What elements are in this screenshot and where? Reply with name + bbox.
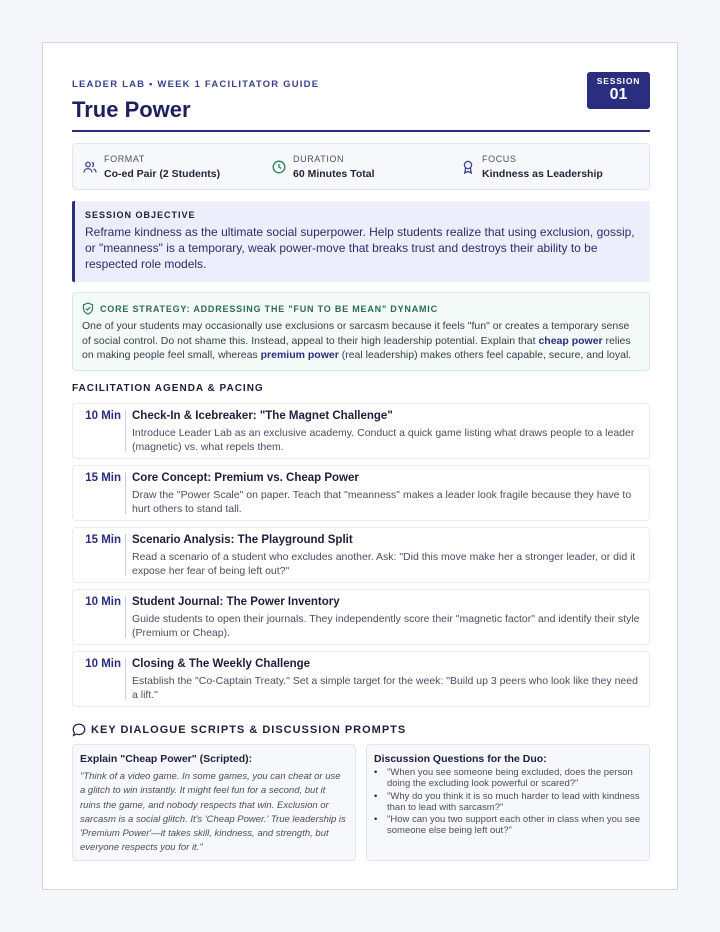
agenda-item [72, 527, 650, 583]
agenda-time: 15 Min [85, 534, 121, 546]
title-divider [72, 130, 650, 132]
strategy-label: CORE STRATEGY: ADDRESSING THE "FUN TO BE MEAN" DYNAMIC [100, 303, 438, 314]
questions-list [374, 767, 642, 837]
meta-format-label: FORMAT [104, 154, 145, 164]
script-box [72, 744, 356, 861]
agenda-time: 10 Min [85, 658, 121, 670]
agenda-time: 10 Min [85, 596, 121, 608]
objective-label: SESSION OBJECTIVE [85, 210, 196, 220]
agenda-time: 10 Min [85, 410, 121, 422]
agenda-title: Student Journal: The Power Inventory [132, 596, 340, 608]
agenda-divider [125, 658, 126, 700]
dialogue-heading-text: KEY DIALOGUE SCRIPTS & DISCUSSION PROMPTS [91, 724, 407, 736]
agenda-divider [125, 596, 126, 638]
agenda-item [72, 403, 650, 459]
clock-icon [272, 160, 286, 174]
meta-duration-label: DURATION [293, 154, 345, 164]
agenda-item [72, 651, 650, 707]
shield-check-icon [82, 302, 94, 315]
questions-box [366, 744, 650, 861]
award-icon [461, 160, 475, 174]
agenda-divider [125, 534, 126, 576]
session-number: 01 [609, 86, 628, 103]
page-title: True Power [72, 97, 191, 122]
agenda-time: 15 Min [85, 472, 121, 484]
page-eyebrow: LEADER LAB • WEEK 1 FACILITATOR GUIDE [72, 79, 320, 90]
guide-page [42, 42, 678, 890]
list-item: • "How can you two support each other in class when you see someone else being left out?" [374, 814, 642, 837]
agenda-title: Check-In & Icebreaker: "The Magnet Challenge" [132, 410, 393, 422]
strategy-text-part: relies on making people feel small, whereas [82, 334, 631, 361]
strategy-text-part: (real leadership) makes others feel capable, secure, and loyal. [338, 349, 632, 361]
agenda-description: Draw the "Power Scale" on paper. Teach that "meanness" makes a leader look fragile because they have to hurt others to stand tall. [132, 489, 632, 515]
agenda-list [72, 403, 650, 713]
session-meta [72, 143, 650, 190]
agenda-heading: FACILITATION AGENDA & PACING [72, 383, 264, 394]
cheap-power-highlight: cheap power [538, 334, 603, 347]
objective-text: Reframe kindness as the ultimate social superpower. Help students realize that using exclusion, gossip, or "meanness" is a temporary, weak power-move that breaks trust and destroys their ability to be respected role models. [85, 225, 635, 271]
questions-title: Discussion Questions for the Duo: [374, 753, 547, 765]
agenda-title: Closing & The Weekly Challenge [132, 658, 311, 670]
strategy-text-part: One of your students may occasionally use exclusions or sarcasm because it feels "fun" or creates a temporary sense of social control. Do not shame this. Instead, appeal to their high leadership potential. Explain that [82, 320, 630, 347]
agenda-item [72, 465, 650, 521]
premium-power-highlight: premium power [260, 349, 339, 361]
meta-focus-value: Kindness as Leadership [482, 168, 603, 180]
agenda-title: Scenario Analysis: The Playground Split [132, 534, 353, 546]
chat-bubble-icon [72, 723, 86, 737]
core-strategy [72, 292, 650, 371]
meta-format-value: Co-ed Pair (2 Students) [104, 168, 221, 180]
strategy-text [82, 319, 640, 363]
agenda-item [72, 589, 650, 645]
meta-duration-value: 60 Minutes Total [293, 168, 375, 180]
session-objective [72, 201, 650, 282]
agenda-description: Introduce Leader Lab as an exclusive academy. Conduct a quick game listing what draws people to a leader (magnetic) vs. what repels them. [132, 427, 635, 453]
agenda-divider [125, 410, 126, 452]
list-item: • "Why do you think it is so much harder to lead with kindness than to lead with sarcasm?" [374, 791, 642, 814]
agenda-description: Establish the "Co-Captain Treaty." Set a simple target for the week: "Build up 3 peers who look like they need a lift." [132, 675, 638, 701]
list-item: • "When you see someone being excluded, does the person doing the excluding look powerful or scared?" [374, 767, 642, 790]
agenda-divider [125, 472, 126, 514]
strategy-header [82, 302, 640, 315]
script-text: "Think of a video game. In some games, you can cheat or use a glitch to win instantly. It might feel fun for a second, but it ruins the game, and nobody respects that win. Exclusion or sarcasm is a social glitch. It's 'Cheap Power.' True leadership is 'Premium Power'—it takes skill, kindness, and strength, but everyone respects you for it." [80, 771, 346, 854]
dialogue-heading [72, 723, 406, 737]
agenda-title: Core Concept: Premium vs. Cheap Power [132, 472, 359, 484]
script-title: Explain "Cheap Power" (Scripted): [80, 753, 253, 765]
session-badge [587, 72, 650, 109]
session-label: SESSION [596, 76, 641, 86]
meta-focus-label: FOCUS [482, 154, 517, 164]
agenda-description: Read a scenario of a student who excludes another. Ask: "Did this move make her a stronger leader, or did it expose her fear of being left out?" [132, 551, 636, 577]
agenda-description: Guide students to open their journals. They independently score their "magnetic factor" and identify their style (Premium or Cheap). [132, 613, 640, 639]
users-icon [83, 160, 97, 174]
